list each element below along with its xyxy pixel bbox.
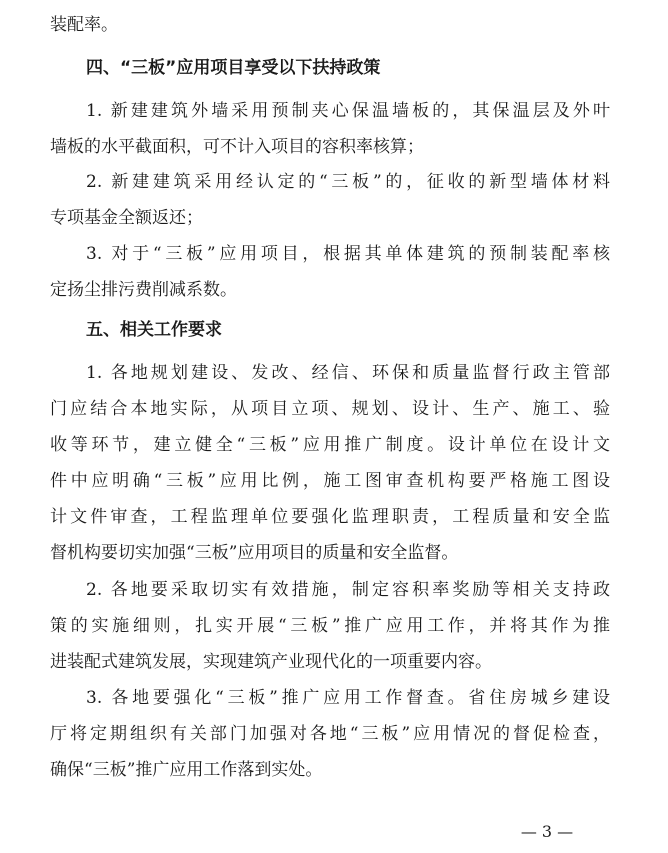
section-heading-5: 五、相关工作要求 — [86, 320, 222, 340]
paragraph-line: 2. 新建建筑采用经认定的“三板”的，征收的新型墙体材料 — [86, 172, 610, 192]
paragraph-line: 进装配式建筑发展，实现建筑产业现代化的一项重要内容。 — [50, 652, 492, 672]
paragraph-line: 厅将定期组织有关部门加强对各地“三板”应用情况的督促检查， — [50, 724, 610, 744]
paragraph-line: 策的实施细则，扎实开展“三板”推广应用工作，并将其作为推 — [50, 616, 610, 636]
paragraph-line: 1. 新建建筑外墙采用预制夹心保温墙板的，其保温层及外叶 — [86, 101, 610, 121]
paragraph-line: 督机构要切实加强“三板”应用项目的质量和安全监督。 — [50, 543, 459, 563]
paragraph-line: 定扬尘排污费削减系数。 — [50, 280, 237, 300]
paragraph-line: 2. 各地要采取切实有效措施，制定容积率奖励等相关支持政 — [86, 580, 610, 600]
section-heading-4: 四、“三板”应用项目享受以下扶持政策 — [86, 58, 381, 78]
carry-over-text: 装配率。 — [50, 15, 118, 35]
paragraph-line: 1. 各地规划建设、发改、经信、环保和质量监督行政主管部 — [86, 363, 610, 383]
paragraph-line: 3. 各地要强化“三板”推广应用工作督查。省住房城乡建设 — [86, 688, 610, 708]
paragraph-line: 确保“三板”推广应用工作落到实处。 — [50, 760, 323, 780]
paragraph-line: 墙板的水平截面积，可不计入项目的容积率核算； — [50, 137, 424, 157]
paragraph-line: 门应结合本地实际，从项目立项、规划、设计、生产、施工、验 — [50, 399, 610, 419]
paragraph-line: 收等环节，建立健全“三板”应用推广制度。设计单位在设计文 — [50, 435, 610, 455]
paragraph-line: 件中应明确“三板”应用比例，施工图审查机构要严格施工图设 — [50, 471, 610, 491]
paragraph-line: 专项基金全额返还； — [50, 208, 203, 228]
page-number: — 3 — — [520, 822, 574, 841]
paragraph-line: 3. 对于“三板”应用项目，根据其单体建筑的预制装配率核 — [86, 244, 610, 264]
paragraph-line: 计文件审查，工程监理单位要强化监理职责，工程质量和安全监 — [50, 507, 610, 527]
